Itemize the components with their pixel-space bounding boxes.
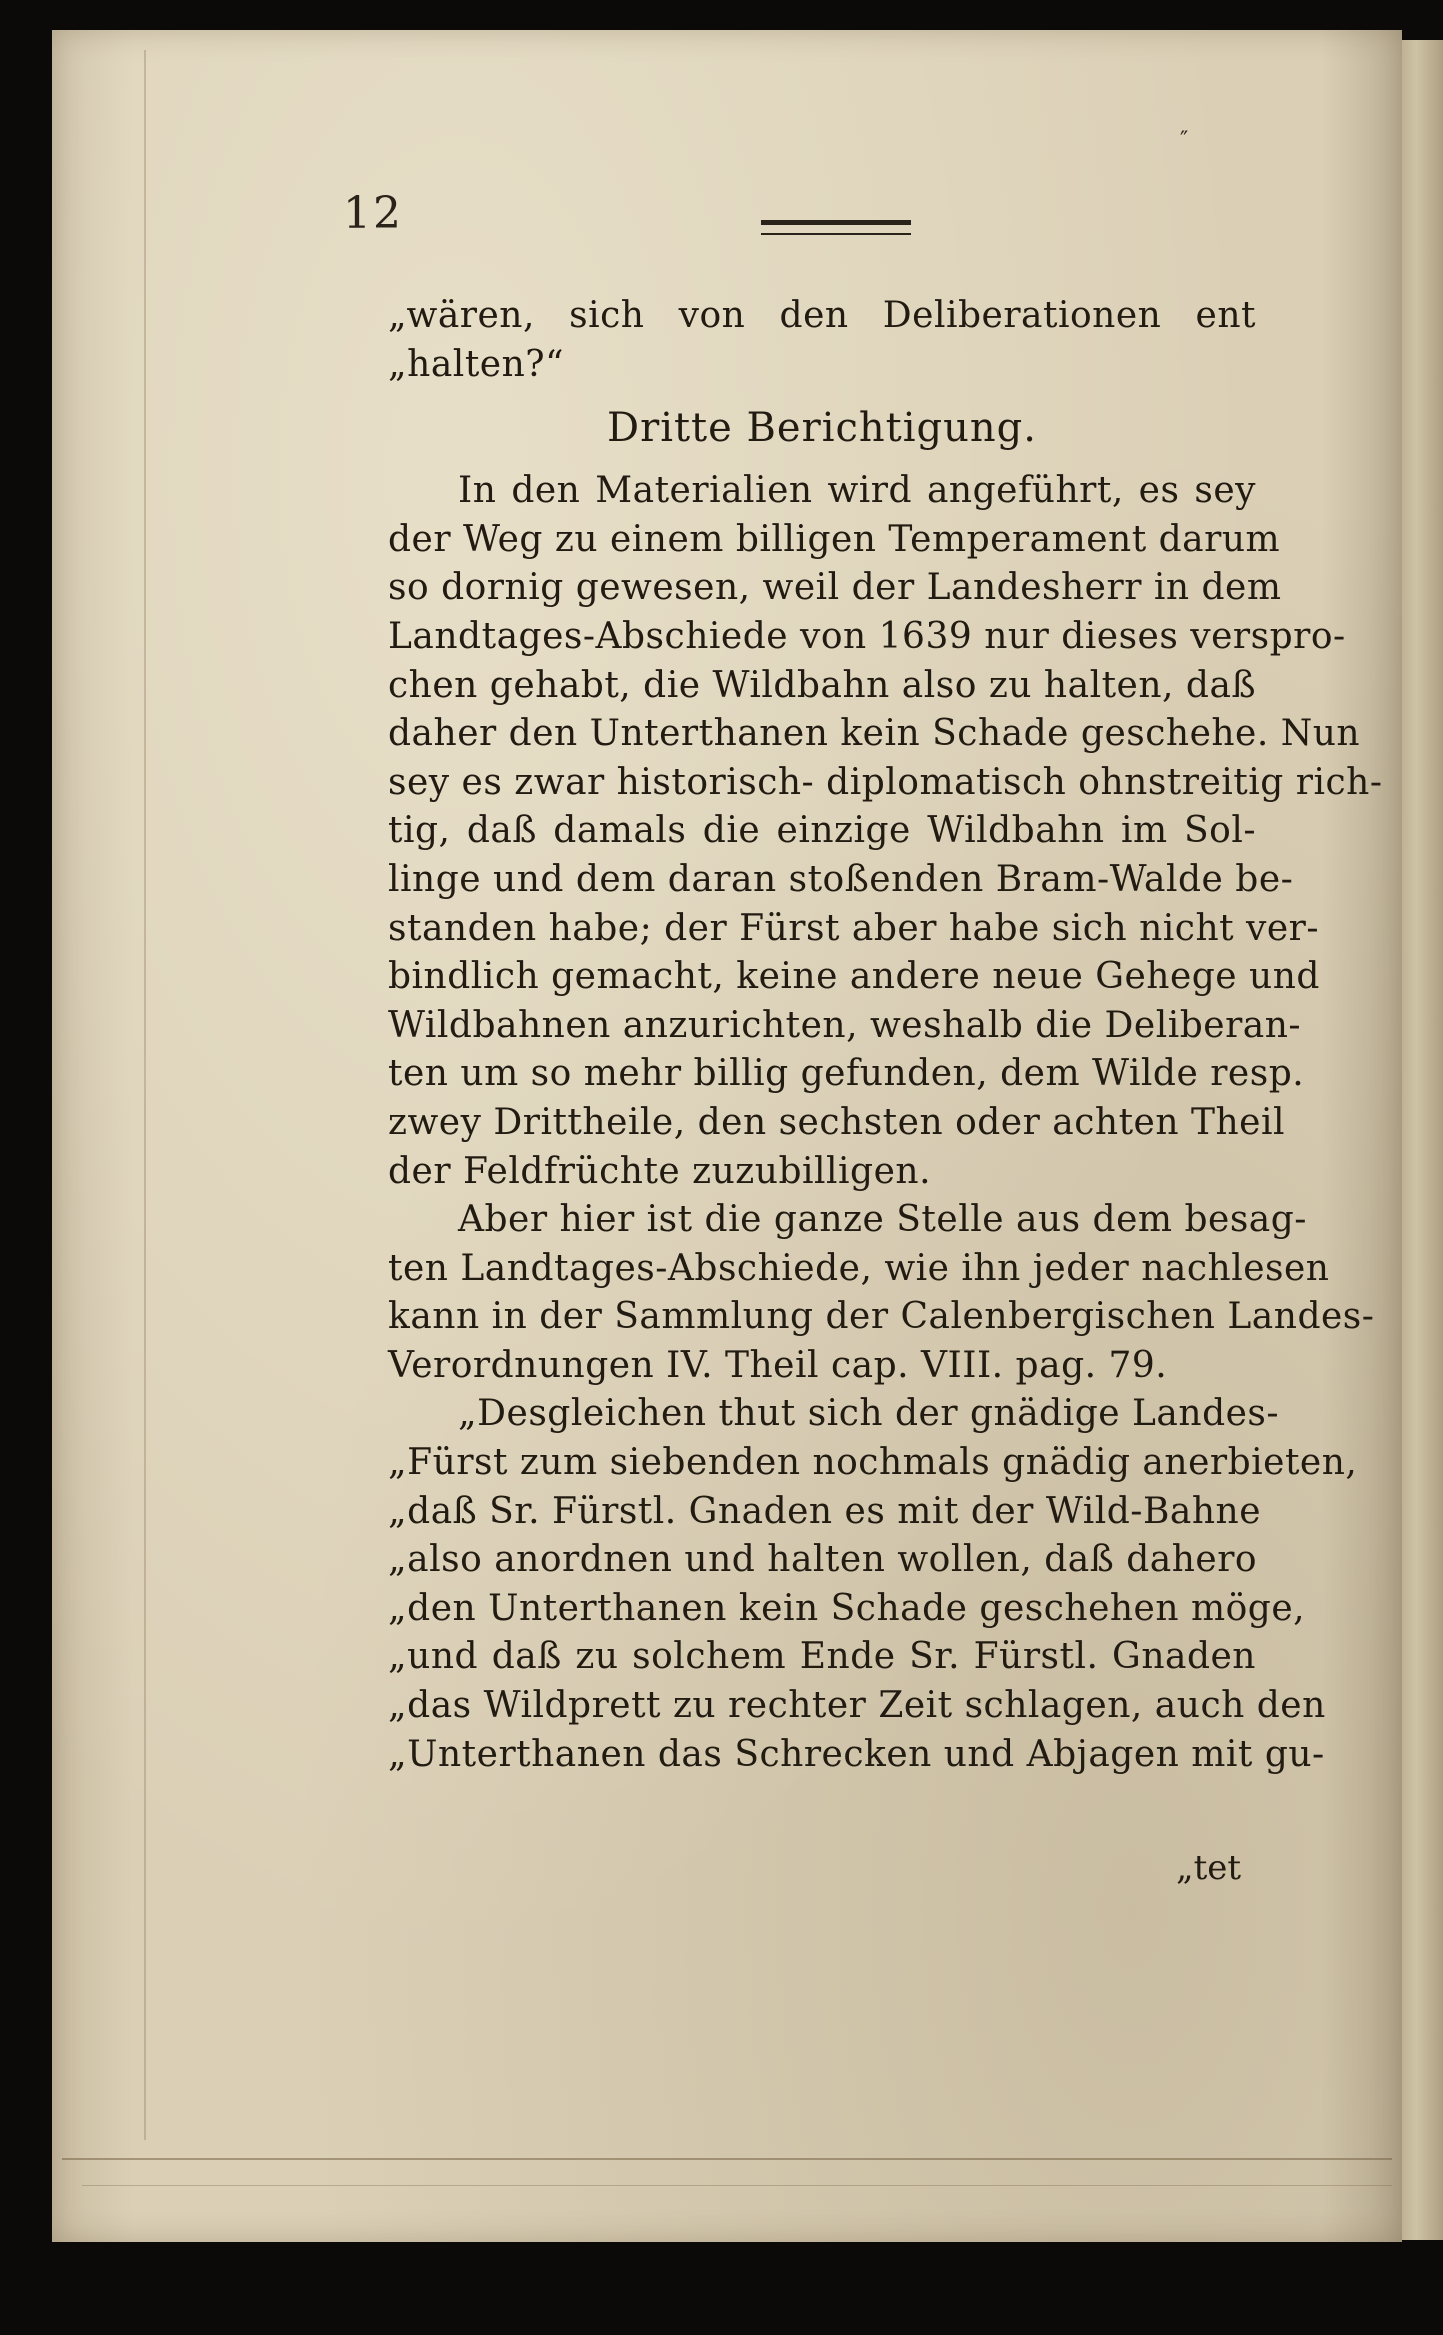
text-line: „Desgleichen thut sich der gnädige Landes‑ [458,1393,1280,1435]
running-header [343,188,1263,248]
text-line: ten Landtages‑Abschiede, wie ihn jeder nachlesen [388,1247,1330,1289]
text-line: chen gehabt, die Wildbahn also zu halten, daß [388,664,1256,706]
text-line: „den Unterthanen kein Schade geschehen möge, [388,1587,1306,1629]
text-line: tig, daß damals die einzige Wildbahn im Sol‑ [388,810,1256,852]
text-line: „halten?“ [388,343,564,385]
text-line: Landtages‑Abschiede von 1639 nur dieses verspro‑ [388,615,1346,657]
text-line: daher den Unterthanen kein Schade geschehe. Nun [388,713,1361,755]
text-line: „wären, sich von den Deliberationen ent [388,295,1256,336]
stray-ink-mark: ″ [1180,128,1189,153]
text-line: „daß Sr. Fürstl. Gnaden es mit der Wild‑Bahne [388,1490,1262,1532]
page-number: 12 [343,188,403,239]
header-ornament-rule [761,220,911,235]
page-fold-line [144,50,146,2140]
body-text [388,292,1383,1779]
text-line: „das Wildprett zu rechter Zeit schlagen, auch den [388,1685,1326,1727]
text-line: linge und dem daran stoßenden Bram‑Walde be‑ [388,858,1294,900]
text-line: sey es zwar historisch‑ diplomatisch ohnstreitig rich‑ [388,761,1383,803]
text-line: kann in der Sammlung der Calenbergischen Landes‑ [388,1296,1375,1338]
text-line: zwey Drittheile, den sechsten oder achten Theil [388,1101,1285,1143]
text-line: „also anordnen und halten wollen, daß dahero [388,1539,1258,1581]
text-line: „und daß zu solchem Ende Sr. Fürstl. Gnaden [388,1636,1256,1678]
catchword: „tet [1176,1848,1242,1888]
text-line: der Weg zu einem billigen Temperament darum [388,518,1281,560]
adjacent-page-edge [1395,40,1443,2240]
text-line: der Feldfrüchte zuzubilligen. [388,1150,932,1192]
page-bottom-edge-line [62,2158,1392,2160]
text-line: ten um so mehr billig gefunden, dem Wilde resp. [388,1053,1305,1095]
text-line: Aber hier ist die ganze Stelle aus dem besag‑ [458,1199,1307,1241]
text-line: standen habe; der Fürst aber habe sich nicht ver‑ [388,907,1320,949]
section-heading: Dritte Berichtigung. [607,405,1037,452]
text-line: so dornig gewesen, weil der Landesherr in dem [388,567,1282,609]
text-line: „Fürst zum siebenden nochmals gnädig anerbieten, [388,1442,1358,1484]
text-line: In den Materialien wird angeführt, es sey [458,470,1256,512]
text-line: „Unterthanen das Schrecken und Abjagen mit gu‑ [388,1733,1325,1775]
text-line: Wildbahnen anzurichten, weshalb die Deliberan‑ [388,1004,1302,1046]
text-line: Verordnungen IV. Theil cap. VIII. pag. 79. [388,1344,1168,1386]
page-bottom-edge-line-secondary [82,2185,1392,2186]
text-line: bindlich gemacht, keine andere neue Gehege und [388,956,1320,998]
